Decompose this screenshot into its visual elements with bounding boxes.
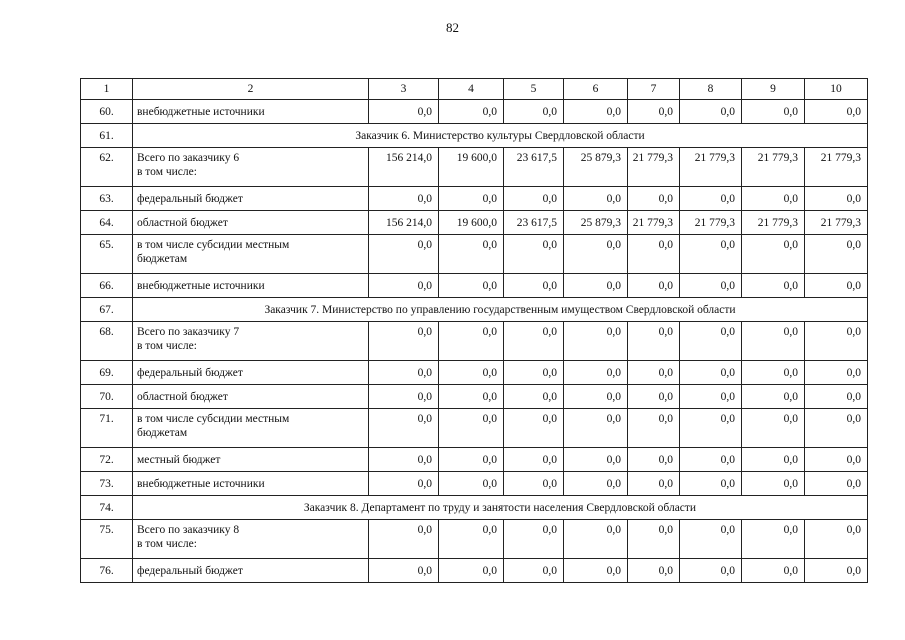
value-cell: 0,0 — [628, 187, 680, 211]
row-number: 62. — [81, 148, 133, 187]
value-cell: 0,0 — [742, 361, 805, 385]
section-title: Заказчик 7. Министерство по управлению государственным имуществом Свердловской области — [133, 298, 868, 322]
column-header: 6 — [564, 79, 628, 100]
value-cell: 21 779,3 — [628, 211, 680, 235]
value-cell: 0,0 — [805, 409, 868, 448]
value-cell: 21 779,3 — [805, 148, 868, 187]
value-cell: 0,0 — [805, 187, 868, 211]
value-cell: 0,0 — [805, 448, 868, 472]
value-cell: 0,0 — [369, 100, 439, 124]
table-row — [81, 274, 868, 298]
value-cell: 0,0 — [564, 100, 628, 124]
row-description: местный бюджет — [133, 448, 369, 472]
section-title: Заказчик 6. Министерство культуры Свердловской области — [133, 124, 868, 148]
row-number: 67. — [81, 298, 133, 322]
value-cell: 0,0 — [742, 235, 805, 274]
value-cell: 0,0 — [680, 520, 742, 559]
value-cell: 0,0 — [504, 385, 564, 409]
value-cell: 0,0 — [439, 520, 504, 559]
row-number: 73. — [81, 472, 133, 496]
value-cell: 0,0 — [742, 472, 805, 496]
column-header: 10 — [805, 79, 868, 100]
value-cell: 0,0 — [439, 385, 504, 409]
value-cell: 0,0 — [439, 187, 504, 211]
value-cell: 21 779,3 — [805, 211, 868, 235]
column-header: 4 — [439, 79, 504, 100]
row-description: областной бюджет — [133, 211, 369, 235]
value-cell: 0,0 — [564, 385, 628, 409]
section-row — [81, 298, 868, 322]
value-cell: 0,0 — [369, 235, 439, 274]
row-description: Всего по заказчику 8 в том числе: — [133, 520, 369, 559]
value-cell: 0,0 — [504, 361, 564, 385]
row-number: 66. — [81, 274, 133, 298]
value-cell: 0,0 — [504, 187, 564, 211]
row-number: 70. — [81, 385, 133, 409]
value-cell: 0,0 — [439, 448, 504, 472]
table-row — [81, 148, 868, 187]
row-description: внебюджетные источники — [133, 472, 369, 496]
value-cell: 0,0 — [742, 100, 805, 124]
row-number: 60. — [81, 100, 133, 124]
value-cell: 0,0 — [680, 100, 742, 124]
row-number: 68. — [81, 322, 133, 361]
value-cell: 0,0 — [439, 274, 504, 298]
table-body — [81, 79, 868, 583]
value-cell: 0,0 — [680, 361, 742, 385]
row-number: 71. — [81, 409, 133, 448]
table-row — [81, 385, 868, 409]
row-number: 72. — [81, 448, 133, 472]
value-cell: 0,0 — [628, 361, 680, 385]
value-cell: 0,0 — [369, 274, 439, 298]
value-cell: 0,0 — [742, 559, 805, 583]
value-cell: 0,0 — [504, 274, 564, 298]
value-cell: 0,0 — [564, 274, 628, 298]
value-cell: 0,0 — [742, 322, 805, 361]
row-description: федеральный бюджет — [133, 361, 369, 385]
value-cell: 0,0 — [504, 235, 564, 274]
column-header: 1 — [81, 79, 133, 100]
value-cell: 0,0 — [564, 409, 628, 448]
value-cell: 0,0 — [680, 448, 742, 472]
section-row — [81, 496, 868, 520]
table-row — [81, 520, 868, 559]
page-number: 82 — [446, 20, 459, 35]
value-cell: 0,0 — [628, 448, 680, 472]
value-cell: 0,0 — [564, 187, 628, 211]
value-cell: 0,0 — [680, 385, 742, 409]
value-cell: 0,0 — [369, 448, 439, 472]
value-cell: 0,0 — [742, 385, 805, 409]
value-cell: 0,0 — [680, 187, 742, 211]
value-cell: 0,0 — [680, 235, 742, 274]
value-cell: 0,0 — [504, 322, 564, 361]
value-cell: 0,0 — [369, 559, 439, 583]
section-row — [81, 124, 868, 148]
value-cell: 0,0 — [439, 100, 504, 124]
budget-table — [80, 78, 868, 583]
value-cell: 0,0 — [504, 409, 564, 448]
row-number: 61. — [81, 124, 133, 148]
column-header: 2 — [133, 79, 369, 100]
table-row — [81, 211, 868, 235]
section-title: Заказчик 8. Департамент по труду и занятости населения Свердловской области — [133, 496, 868, 520]
table-row — [81, 187, 868, 211]
value-cell: 0,0 — [628, 559, 680, 583]
column-header: 7 — [628, 79, 680, 100]
value-cell: 0,0 — [628, 100, 680, 124]
value-cell: 0,0 — [369, 385, 439, 409]
value-cell: 0,0 — [805, 559, 868, 583]
table-row — [81, 559, 868, 583]
value-cell: 0,0 — [564, 361, 628, 385]
row-description: внебюджетные источники — [133, 274, 369, 298]
value-cell: 0,0 — [628, 409, 680, 448]
row-number: 74. — [81, 496, 133, 520]
value-cell: 0,0 — [628, 274, 680, 298]
value-cell: 0,0 — [369, 472, 439, 496]
value-cell: 0,0 — [369, 322, 439, 361]
row-number: 75. — [81, 520, 133, 559]
table-row — [81, 361, 868, 385]
value-cell: 0,0 — [628, 385, 680, 409]
value-cell: 0,0 — [805, 235, 868, 274]
value-cell: 0,0 — [439, 472, 504, 496]
value-cell: 0,0 — [628, 520, 680, 559]
value-cell: 0,0 — [680, 409, 742, 448]
value-cell: 0,0 — [564, 235, 628, 274]
value-cell: 25 879,3 — [564, 148, 628, 187]
value-cell: 19 600,0 — [439, 211, 504, 235]
value-cell: 156 214,0 — [369, 211, 439, 235]
row-description: Всего по заказчику 6 в том числе: — [133, 148, 369, 187]
value-cell: 0,0 — [564, 322, 628, 361]
column-header: 8 — [680, 79, 742, 100]
row-description: в том числе субсидии местным бюджетам — [133, 235, 369, 274]
table-row — [81, 235, 868, 274]
value-cell: 0,0 — [805, 520, 868, 559]
value-cell: 0,0 — [805, 322, 868, 361]
value-cell: 0,0 — [742, 520, 805, 559]
table-row — [81, 409, 868, 448]
column-header: 9 — [742, 79, 805, 100]
table-row — [81, 322, 868, 361]
table-row — [81, 100, 868, 124]
value-cell: 0,0 — [564, 472, 628, 496]
value-cell: 0,0 — [439, 322, 504, 361]
header-row — [81, 79, 868, 100]
value-cell: 19 600,0 — [439, 148, 504, 187]
row-number: 69. — [81, 361, 133, 385]
row-description: в том числе субсидии местным бюджетам — [133, 409, 369, 448]
column-header: 5 — [504, 79, 564, 100]
value-cell: 23 617,5 — [504, 148, 564, 187]
row-description: областной бюджет — [133, 385, 369, 409]
value-cell: 0,0 — [742, 448, 805, 472]
value-cell: 0,0 — [742, 409, 805, 448]
row-number: 63. — [81, 187, 133, 211]
value-cell: 0,0 — [439, 559, 504, 583]
value-cell: 0,0 — [805, 100, 868, 124]
value-cell: 0,0 — [742, 274, 805, 298]
value-cell: 0,0 — [439, 235, 504, 274]
value-cell: 0,0 — [628, 235, 680, 274]
value-cell: 0,0 — [439, 361, 504, 385]
value-cell: 0,0 — [628, 472, 680, 496]
row-description: внебюджетные источники — [133, 100, 369, 124]
value-cell: 0,0 — [369, 187, 439, 211]
value-cell: 0,0 — [680, 322, 742, 361]
row-description: Всего по заказчику 7 в том числе: — [133, 322, 369, 361]
value-cell: 0,0 — [504, 520, 564, 559]
value-cell: 0,0 — [564, 448, 628, 472]
value-cell: 0,0 — [742, 187, 805, 211]
row-number: 64. — [81, 211, 133, 235]
value-cell: 0,0 — [439, 409, 504, 448]
row-number: 65. — [81, 235, 133, 274]
value-cell: 0,0 — [504, 448, 564, 472]
value-cell: 25 879,3 — [564, 211, 628, 235]
value-cell: 21 779,3 — [628, 148, 680, 187]
value-cell: 0,0 — [805, 274, 868, 298]
row-number: 76. — [81, 559, 133, 583]
table-row — [81, 448, 868, 472]
value-cell: 0,0 — [680, 274, 742, 298]
row-description: федеральный бюджет — [133, 187, 369, 211]
value-cell: 156 214,0 — [369, 148, 439, 187]
value-cell: 21 779,3 — [742, 148, 805, 187]
row-description: федеральный бюджет — [133, 559, 369, 583]
value-cell: 0,0 — [680, 472, 742, 496]
value-cell: 21 779,3 — [680, 148, 742, 187]
value-cell: 0,0 — [628, 322, 680, 361]
value-cell: 0,0 — [504, 472, 564, 496]
value-cell: 23 617,5 — [504, 211, 564, 235]
column-header: 3 — [369, 79, 439, 100]
value-cell: 0,0 — [680, 559, 742, 583]
value-cell: 21 779,3 — [742, 211, 805, 235]
value-cell: 0,0 — [369, 520, 439, 559]
value-cell: 0,0 — [504, 100, 564, 124]
value-cell: 0,0 — [369, 361, 439, 385]
value-cell: 21 779,3 — [680, 211, 742, 235]
value-cell: 0,0 — [805, 385, 868, 409]
value-cell: 0,0 — [504, 559, 564, 583]
value-cell: 0,0 — [805, 361, 868, 385]
value-cell: 0,0 — [564, 520, 628, 559]
value-cell: 0,0 — [805, 472, 868, 496]
value-cell: 0,0 — [369, 409, 439, 448]
value-cell: 0,0 — [564, 559, 628, 583]
table-row — [81, 472, 868, 496]
